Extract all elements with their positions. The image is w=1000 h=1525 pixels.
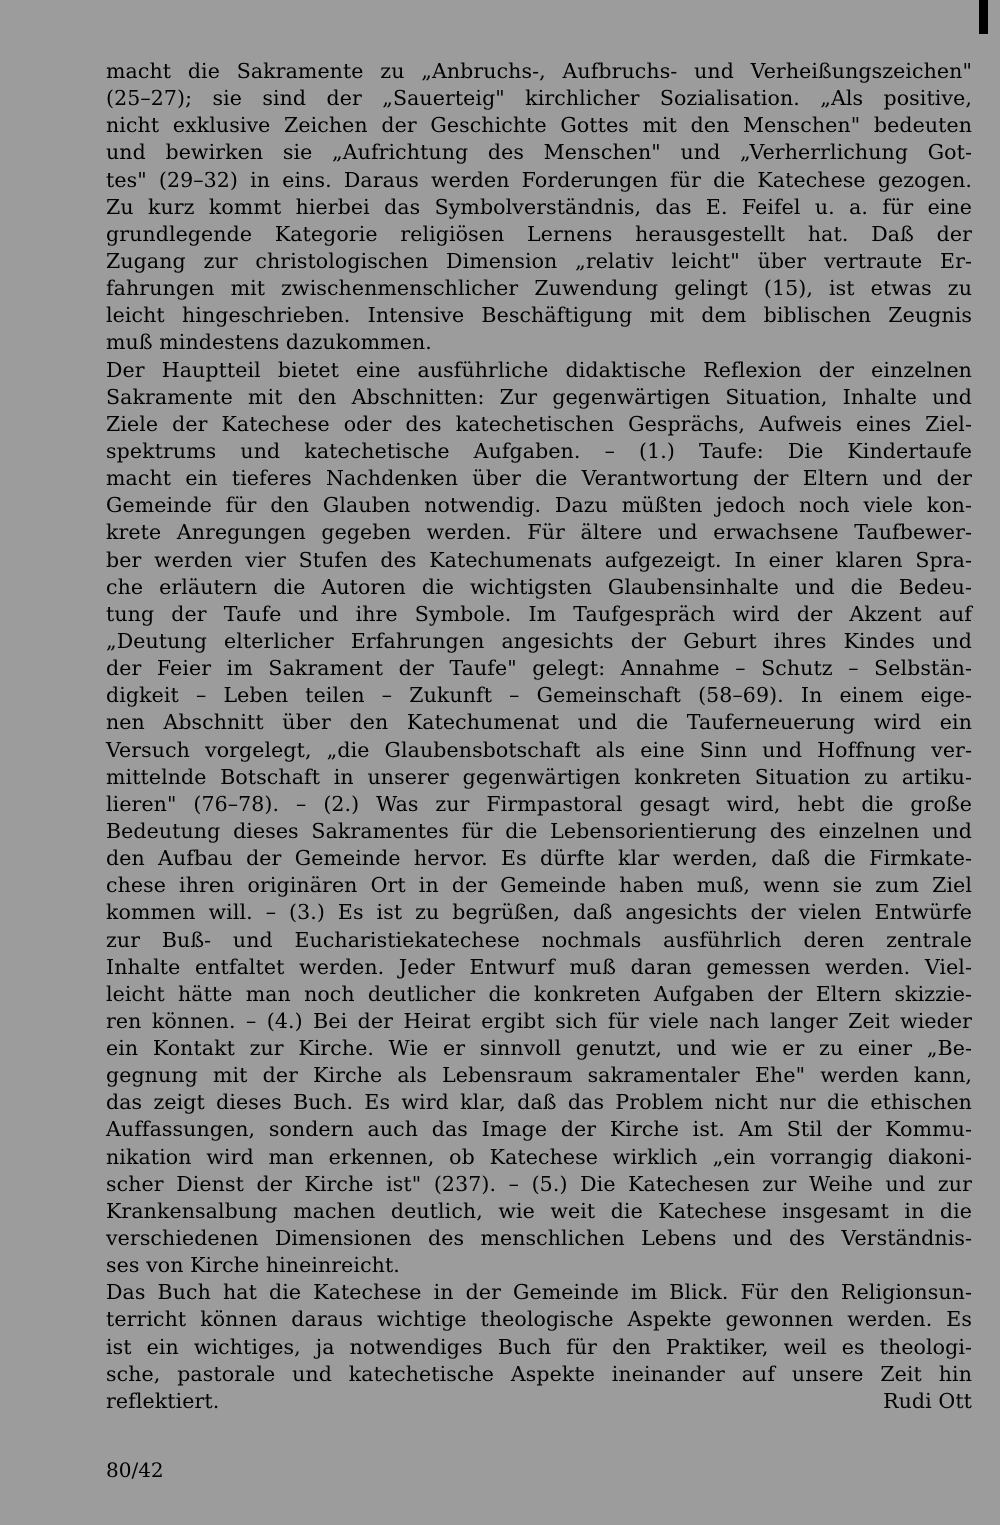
text-line: der Feier im Sakrament der Taufe" gelegt: Annahme – Schutz – Selbstän- — [106, 656, 972, 681]
text-line: Auffassungen, sondern auch das Image der Kirche ist. Am Stil der Kommu- — [106, 1117, 972, 1142]
text-line: gegnung mit der Kirche als Lebensraum sakramentaler Ehe" werden kann, — [106, 1063, 972, 1088]
text-line: krete Anregungen gegeben werden. Für ältere und erwachsene Taufbewer- — [106, 520, 972, 545]
text-line: ein Kontakt zur Kirche. Wie er sinnvoll genutzt, und wie er zu einer „Be- — [106, 1036, 972, 1061]
text-line: ren können. – (4.) Bei der Heirat ergibt sich für viele nach langer Zeit wieder — [106, 1008, 972, 1033]
text-line: nikation wird man erkennen, ob Katechese wirklich „ein vorrangig diakoni- — [106, 1144, 972, 1169]
text-line: Bedeutung dieses Sakramentes für die Lebensorientierung des einzelnen und — [106, 818, 972, 843]
text-line: leicht hingeschrieben. Intensive Beschäftigung mit dem biblischen Zeugnis — [106, 303, 972, 328]
text-line: muß mindestens dazukommen. — [106, 330, 432, 355]
text-line: ber werden vier Stufen des Katechumenats aufgezeigt. In einer klaren Spra- — [106, 547, 972, 572]
text-line: Inhalte entfaltet werden. Jeder Entwurf muß daran gemessen werden. Viel- — [106, 954, 972, 979]
text-line: macht die Sakramente zu „Anbruchs-, Aufbruchs- und Verheißungszeichen" — [106, 59, 972, 83]
text-line: Gemeinde für den Glauben notwendig. Dazu müßten jedoch noch viele kon- — [106, 493, 972, 518]
text-line: mittelnde Botschaft in unserer gegenwärtigen konkreten Situation zu artiku- — [106, 764, 972, 789]
text-line: che erläutern die Autoren die wichtigsten Glaubensinhalte und die Bedeu- — [106, 574, 972, 599]
text-line: tes" (29–32) in eins. Daraus werden Forderungen für die Katechese gezogen. — [106, 167, 972, 192]
text-line: verschiedenen Dimensionen des menschlichen Lebens und des Verständnis- — [106, 1226, 972, 1251]
text-line: terricht können daraus wichtige theologische Aspekte gewonnen werden. Es — [106, 1307, 972, 1332]
text-line: fahrungen mit zwischenmenschlicher Zuwendung gelingt (15), ist etwas zu — [106, 276, 972, 301]
text-line: (25–27); sie sind der „Sauerteig" kirchlicher Sozialisation. „Als positive, — [106, 86, 972, 111]
text-line: Der Hauptteil bietet eine ausführliche didaktische Reflexion der einzelnen — [106, 357, 972, 382]
text-line: tung der Taufe und ihre Symbole. Im Taufgespräch wird der Akzent auf — [106, 601, 972, 626]
text-line: grundlegende Kategorie religiösen Lernens herausgestellt hat. Daß der — [106, 221, 972, 246]
text-line: den Aufbau der Gemeinde hervor. Es dürfte klar werden, daß die Firmkate- — [106, 846, 972, 871]
text-line: nen Abschnitt über den Katechumenat und die Tauferneuerung wird ein — [106, 710, 972, 735]
text-line: Zugang zur christologischen Dimension „relativ leicht" über vertraute Er- — [106, 248, 972, 273]
text-line: nicht exklusive Zeichen der Geschichte Gottes mit den Menschen" bedeuten — [106, 113, 972, 138]
text-line: zur Buß- und Eucharistiekatechese nochmals ausführlich deren zentrale — [106, 927, 972, 952]
text-line: Versuch vorgelegt, „die Glaubensbotschaft als eine Sinn und Hoffnung ver- — [106, 737, 972, 762]
final-line-text: reflektiert. — [106, 1388, 220, 1413]
corner-registration-mark — [979, 0, 988, 34]
text-line: scher Dienst der Kirche ist" (237). – (5.) Die Katechesen zur Weihe und zur — [106, 1171, 972, 1196]
text-line: macht ein tieferes Nachdenken über die Verantwortung der Eltern und der — [106, 466, 972, 491]
text-line: Sakramente mit den Abschnitten: Zur gegenwärtigen Situation, Inhalte und — [106, 384, 972, 409]
text-line: sche, pastorale und katechetische Aspekte ineinander auf unsere Zeit hin — [106, 1361, 972, 1386]
text-line: Zu kurz kommt hierbei das Symbolverständnis, das E. Feifel u. a. für eine — [106, 194, 972, 219]
text-line: lieren" (76–78). – (2.) Was zur Firmpastoral gesagt wird, hebt die große — [106, 791, 972, 816]
text-line: ses von Kirche hineinreicht. — [106, 1253, 400, 1278]
author-signature: Rudi Ott — [883, 1388, 972, 1413]
text-line: das zeigt dieses Buch. Es wird klar, daß das Problem nicht nur die ethischen — [106, 1090, 972, 1115]
text-line: und bewirken sie „Aufrichtung des Menschen" und „Verherrlichung Got- — [106, 140, 972, 165]
text-line: leicht hätte man noch deutlicher die konkreten Aufgaben der Eltern skizzie- — [106, 981, 972, 1006]
text-line: Krankensalbung machen deutlich, wie weit die Katechese insgesamt in die — [106, 1198, 972, 1223]
text-line: spektrums und katechetische Aufgaben. – (1.) Taufe: Die Kindertaufe — [106, 438, 972, 463]
review-text — [106, 58, 972, 1415]
text-line: chese ihren originären Ort in der Gemeinde haben muß, wenn sie zum Ziel — [106, 873, 972, 898]
text-line: kommen will. – (3.) Es ist zu begrüßen, daß angesichts der vielen Entwürfe — [106, 900, 972, 925]
page-number: 80/42 — [106, 1458, 164, 1482]
text-line: ist ein wichtiges, ja notwendiges Buch für den Praktiker, weil es theologi- — [106, 1334, 972, 1359]
text-line: „Deutung elterlicher Erfahrungen angesichts der Geburt ihres Kindes und — [106, 628, 972, 653]
signature-line — [106, 1388, 972, 1415]
text-line: digkeit – Leben teilen – Zukunft – Gemeinschaft (58–69). In einem eige- — [106, 683, 972, 708]
text-line: Das Buch hat die Katechese in der Gemeinde im Blick. Für den Religionsun- — [106, 1280, 972, 1305]
text-line: Ziele der Katechese oder des katechetischen Gesprächs, Aufweis eines Ziel- — [106, 411, 972, 436]
